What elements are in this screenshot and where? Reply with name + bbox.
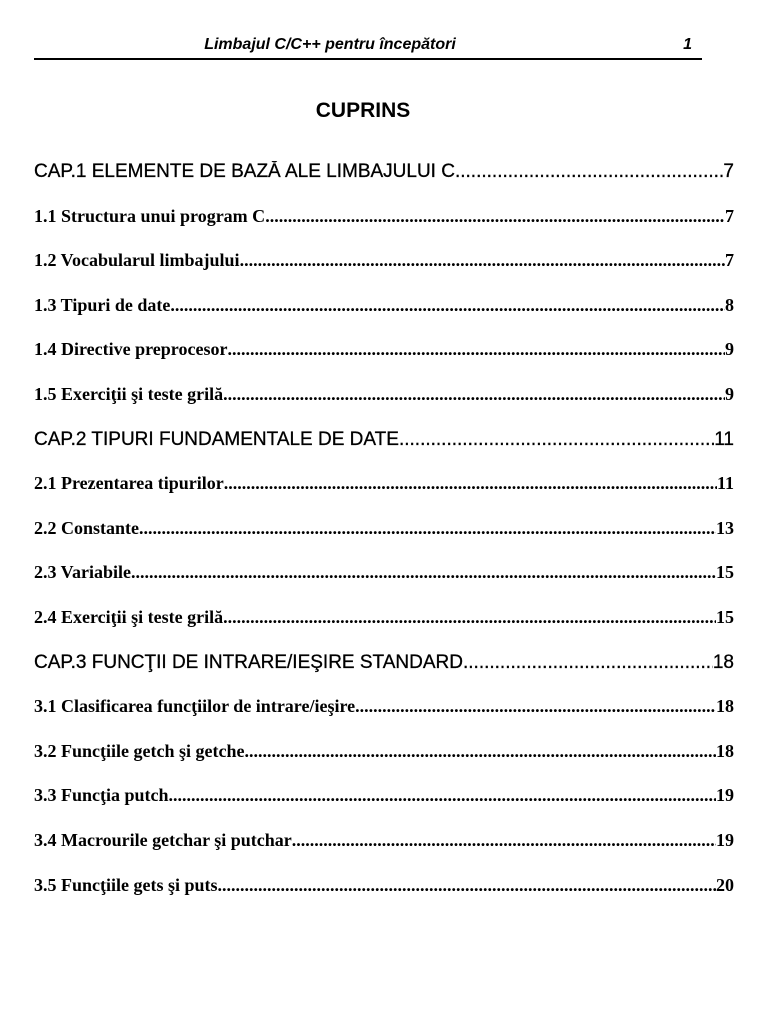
- dot-leader: [170, 295, 725, 316]
- toc-entry-page-number: 18: [716, 740, 734, 761]
- table-of-contents: [34, 161, 734, 919]
- header-page-number: 1: [683, 36, 692, 53]
- toc-section-entry[interactable]: [34, 384, 734, 429]
- dot-leader: [169, 785, 716, 806]
- dot-leader: [292, 830, 716, 851]
- dot-leader: [355, 696, 716, 717]
- toc-section-entry[interactable]: [34, 696, 734, 741]
- toc-section-entry[interactable]: [34, 518, 734, 563]
- toc-section-entry[interactable]: [34, 741, 734, 786]
- toc-chapter-entry[interactable]: [34, 429, 734, 474]
- toc-entry-page-number: 8: [725, 294, 734, 315]
- toc-entry-label: 2.4 Exerciţii şi teste grilă: [34, 606, 224, 627]
- dot-leader: [463, 652, 713, 674]
- toc-entry-page-number: 19: [716, 785, 734, 806]
- toc-entry-page-number: 11: [714, 428, 734, 450]
- toc-section-entry[interactable]: [34, 785, 734, 830]
- toc-chapter-entry[interactable]: [34, 161, 734, 206]
- toc-entry-label: 3.3 Funcţia putch: [34, 785, 169, 806]
- toc-entry-label: CAP.2 TIPURI FUNDAMENTALE DE DATE: [34, 428, 399, 450]
- toc-entry-label: 3.4 Macrourile getchar şi putchar: [34, 829, 292, 850]
- toc-entry-page-number: 7: [725, 250, 734, 271]
- toc-entry-label: 2.1 Prezentarea tipurilor: [34, 473, 224, 494]
- toc-entry-page-number: 11: [716, 473, 734, 494]
- toc-entry-label: 2.2 Constante: [34, 517, 140, 538]
- header-title: Limbajul C/C++ pentru începători: [204, 36, 456, 53]
- toc-entry-page-number: 19: [716, 829, 734, 850]
- dot-leader: [223, 384, 725, 405]
- toc-entry-page-number: 9: [725, 339, 734, 360]
- toc-entry-page-number: 7: [723, 161, 734, 182]
- toc-entry-page-number: 18: [712, 651, 734, 673]
- toc-entry-label: 1.4 Directive preprocesor: [34, 339, 228, 360]
- toc-entry-label: 3.2 Funcţiile getch şi getche: [34, 740, 245, 761]
- toc-section-entry[interactable]: [34, 250, 734, 295]
- toc-entry-page-number: 7: [725, 205, 734, 226]
- toc-entry-label: 1.3 Tipuri de date: [34, 294, 171, 315]
- dot-leader: [455, 161, 723, 183]
- toc-entry-label: 1.2 Vocabularul limbajului: [34, 250, 240, 271]
- toc-entry-label: 3.1 Clasificarea funcţiilor de intrare/ieşire: [34, 696, 356, 717]
- dot-leader: [240, 250, 725, 271]
- toc-entry-label: 3.5 Funcţiile gets şi puts: [34, 874, 218, 895]
- dot-leader: [223, 607, 716, 628]
- toc-entry-page-number: 15: [716, 562, 734, 583]
- toc-entry-page-number: 20: [716, 874, 734, 895]
- toc-section-entry[interactable]: [34, 607, 734, 652]
- dot-leader: [224, 473, 717, 494]
- toc-entry-label: 1.5 Exerciţii şi teste grilă: [34, 383, 224, 404]
- toc-entry-page-number: 13: [716, 517, 734, 538]
- toc-entry-page-number: 18: [716, 696, 734, 717]
- toc-entry-label: 1.1 Structura unui program C: [34, 205, 266, 226]
- toc-section-entry[interactable]: [34, 875, 734, 920]
- dot-leader: [218, 875, 716, 896]
- toc-section-entry[interactable]: [34, 339, 734, 384]
- toc-section-entry[interactable]: [34, 206, 734, 251]
- toc-section-entry[interactable]: [34, 562, 734, 607]
- toc-entry-label: 2.3 Variabile: [34, 562, 132, 583]
- dot-leader: [244, 741, 716, 762]
- running-header: [34, 36, 702, 60]
- toc-entry-label: CAP.3 FUNCŢII DE INTRARE/IEŞIRE STANDARD: [34, 651, 463, 673]
- toc-chapter-entry[interactable]: [34, 652, 734, 697]
- dot-leader: [399, 429, 714, 451]
- dot-leader: [265, 206, 725, 227]
- toc-entry-label: CAP.1 ELEMENTE DE BAZĂ ALE LIMBAJULUI C: [34, 161, 455, 182]
- dot-leader: [139, 518, 716, 539]
- dot-leader: [131, 562, 716, 583]
- toc-entry-page-number: 15: [716, 606, 734, 627]
- dot-leader: [227, 339, 725, 360]
- toc-entry-page-number: 9: [725, 383, 734, 404]
- contents-title: CUPRINS: [315, 99, 411, 122]
- toc-section-entry[interactable]: [34, 473, 734, 518]
- toc-section-entry[interactable]: [34, 830, 734, 875]
- toc-section-entry[interactable]: [34, 295, 734, 340]
